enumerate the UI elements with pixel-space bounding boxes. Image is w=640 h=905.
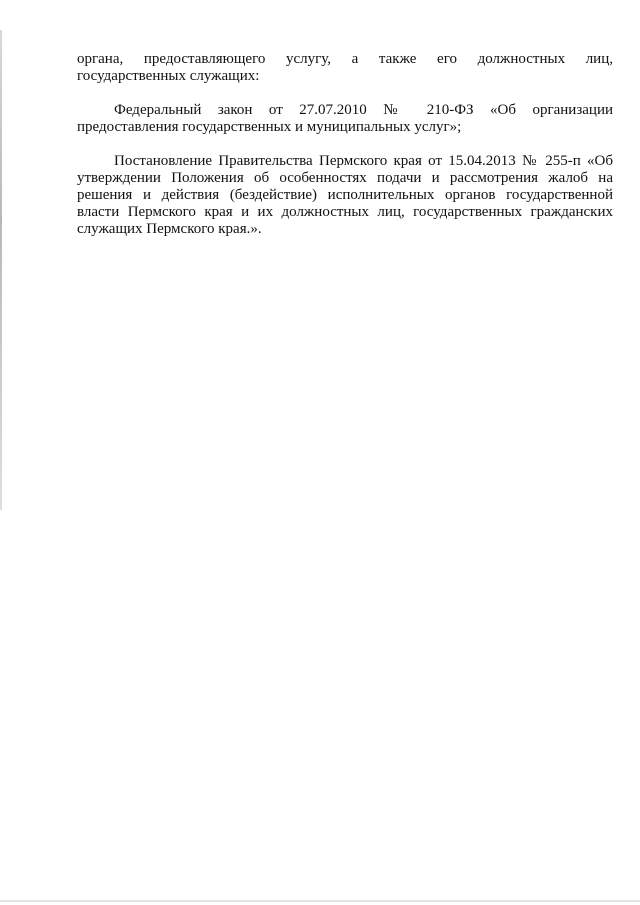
document-body [77,51,613,255]
text-line: государственных служащих: [77,68,260,84]
scan-bottom-edge [0,900,640,902]
text-line: органа, предоставляющего услугу, а также его должностных лиц, [77,51,613,67]
paragraph-perm-resolution [77,153,613,238]
text-line: власти Пермского края и их должностных лиц, государственных гражданских [77,204,613,220]
paragraph-organ-officials [77,51,613,85]
text-line: решения и действия (бездействие) исполнительных органов государственной [77,187,613,203]
text-line: утверждении Положения об особенностях подачи и рассмотрения жалоб на [77,170,613,186]
paragraph-federal-law [77,102,613,136]
text-line: предоставления государственных и муниципальных услуг»; [77,119,462,135]
text-line: служащих Пермского края.». [77,221,262,237]
text-line: Федеральный закон от 27.07.2010 № 210-ФЗ «Об организации [114,102,613,118]
scan-edge-shadow [0,30,2,510]
text-line: Постановление Правительства Пермского края от 15.04.2013 № 255-п «Об [114,153,613,169]
